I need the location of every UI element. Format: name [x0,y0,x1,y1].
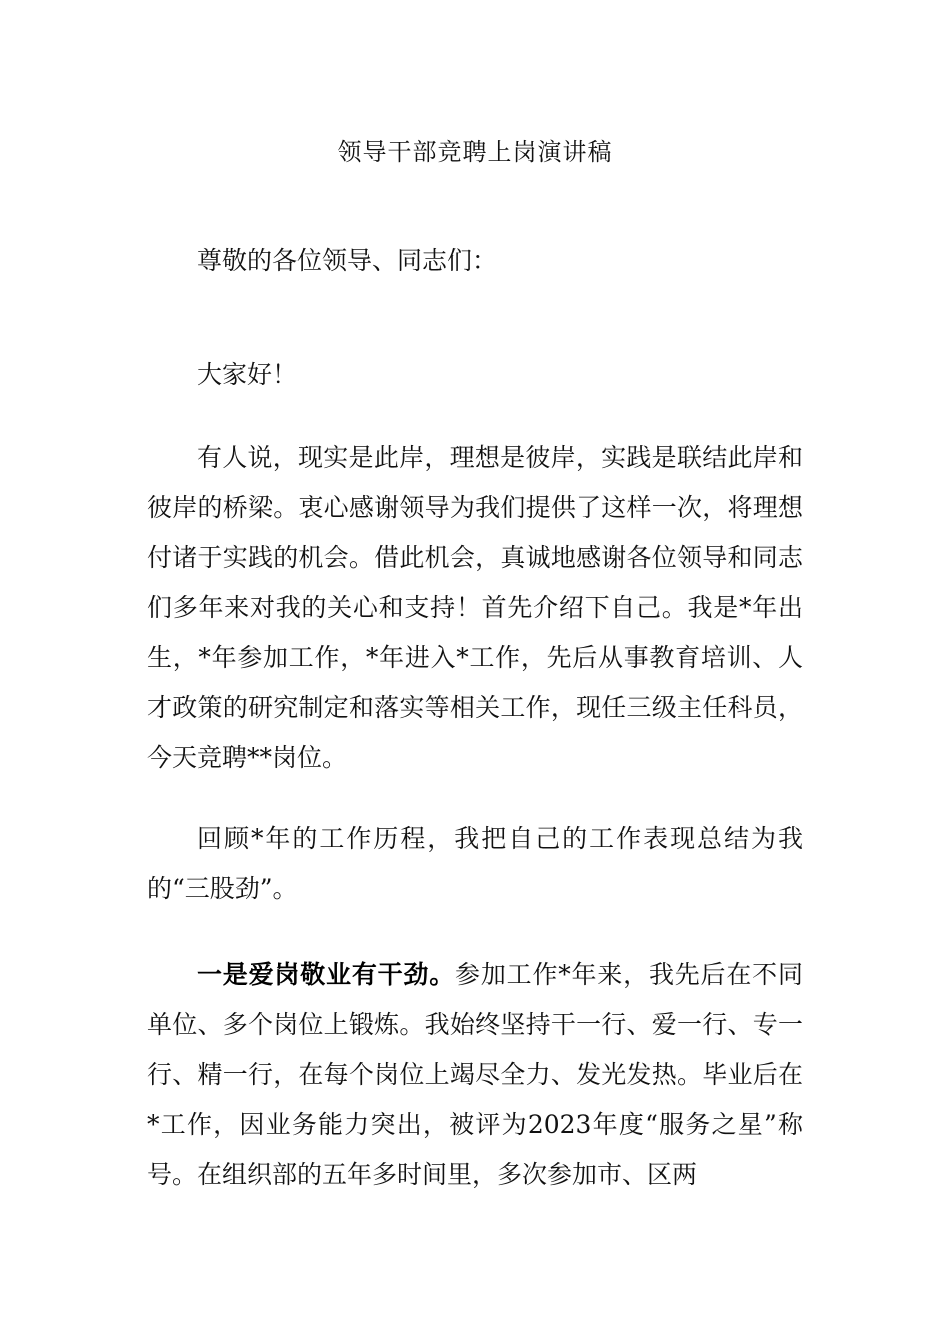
intro-paragraph: 有人说，现实是此岸，理想是彼岸，实践是联结此岸和彼岸的桥梁。衷心感谢领导为我们提供了这样一次，将理想付诸于实践的机会。借此机会，真诚地感谢各位领导和同志们多年来对我的关心和支持！首先介绍下自己。我是*年出生，*年参加工作，*年进入*工作，先后从事教育培训、人才政策的研究制定和落实等相关工作，现任三级主任科员，今天竞聘**岗位。 [147,443,803,772]
review-paragraph: 回顾*年的工作历程，我把自己的工作表现总结为我的“三股劲”。 [147,824,803,903]
section-one-body: 参加工作*年来，我先后在不同单位、多个岗位上锻炼。我始终坚持干一行、爱一行、专一行、精一行，在每个岗位上竭尽全力、发光发热。毕业后在*工作，因业务能力突出，被评为2023年度“服务之星”称号。在组织部的五年多时间里，多次参加市、区两 [147,960,803,1189]
section-one-paragraph [147,950,803,1200]
section-one-heading: 一是爱岗敬业有干劲。 [197,960,456,989]
greeting: 大家好！ [197,360,298,389]
salutation: 尊敬的各位领导、同志们： [197,246,498,275]
document-title: 领导干部竞聘上岗演讲稿 [337,138,613,166]
